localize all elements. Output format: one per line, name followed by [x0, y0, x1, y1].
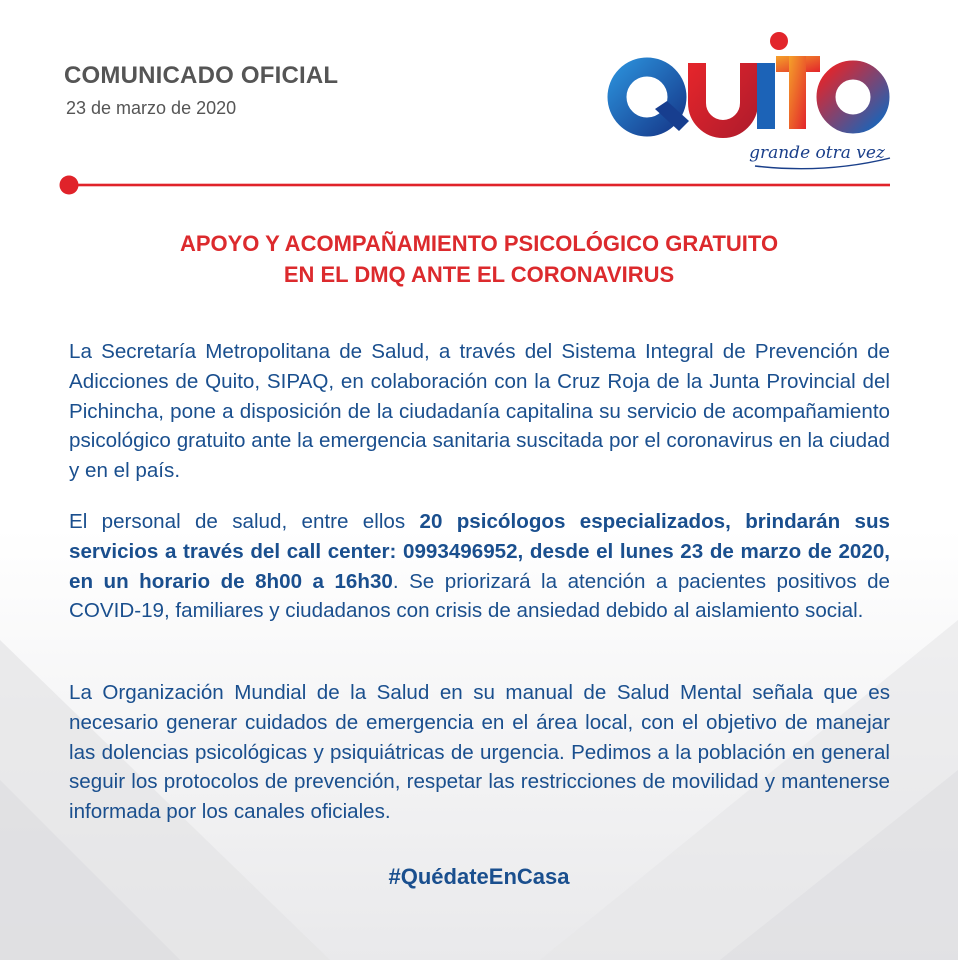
hashtag: #QuédateEnCasa — [388, 864, 570, 889]
headline-line-1: APOYO Y ACOMPAÑAMIENTO PSICOLÓGICO GRATUITO — [179, 231, 779, 256]
logo-tagline: grande otra vez — [749, 143, 885, 163]
paragraph-2 — [69, 507, 890, 626]
logo-letter-q — [617, 67, 689, 131]
header-date: 23 de marzo de 2020 — [66, 98, 237, 118]
quito-logo — [605, 25, 895, 175]
paragraph-2-rest: . Se priorizará la atención a pacientes positivos de COVID-19, familiares y ciudadanos con crisis de ansiedad debido al aislamiento social. — [69, 569, 891, 623]
paragraph-1: La Secretaría Metropolitana de Salud, a través del Sistema Integral de Prevención de Adicciones de Quito, SIPAQ, en colaboración con la Cruz Roja de la Junta Provincial del Pichincha, pone a disposición de la ciudadanía capitalina su servicio de acompañamiento psicológico gratuito ante la emergencia sanitaria suscitada por el coronavirus en la ciudad y en el país. — [69, 340, 890, 483]
logo-letter-t — [776, 56, 820, 129]
header-divider — [58, 175, 890, 195]
paragraph-2-intro: El personal de salud, entre ellos — [69, 510, 420, 533]
paragraph-3: La Organización Mundial de la Salud en su manual de Salud Mental señala que es necesario generar cuidados de emergencia en el área local, con el objetivo de manejar las dolencias psicológicas y psiquiátricas de urgencia. Pedimos a la población en general seguir los protocolos de prevención, respetar las restricciones de movilidad y mantenerse informada por los canales oficiales. — [69, 681, 890, 824]
logo-i-dot — [770, 32, 788, 50]
headline-line-2: EN EL DMQ ANTE EL CORONAVIRUS — [283, 262, 675, 287]
logo-letter-i — [757, 63, 775, 129]
paragraph-2-highlight: 20 psicólogos especializados, brindarán sus servicios a través del call center: 0993496952, desde el lunes 23 de marzo de 2020, en un horario de 8h00 a 16h30 — [69, 510, 890, 593]
logo-letter-o — [826, 70, 880, 124]
logo-letter-u — [697, 63, 749, 129]
header-title: COMUNICADO OFICIAL — [64, 62, 339, 89]
